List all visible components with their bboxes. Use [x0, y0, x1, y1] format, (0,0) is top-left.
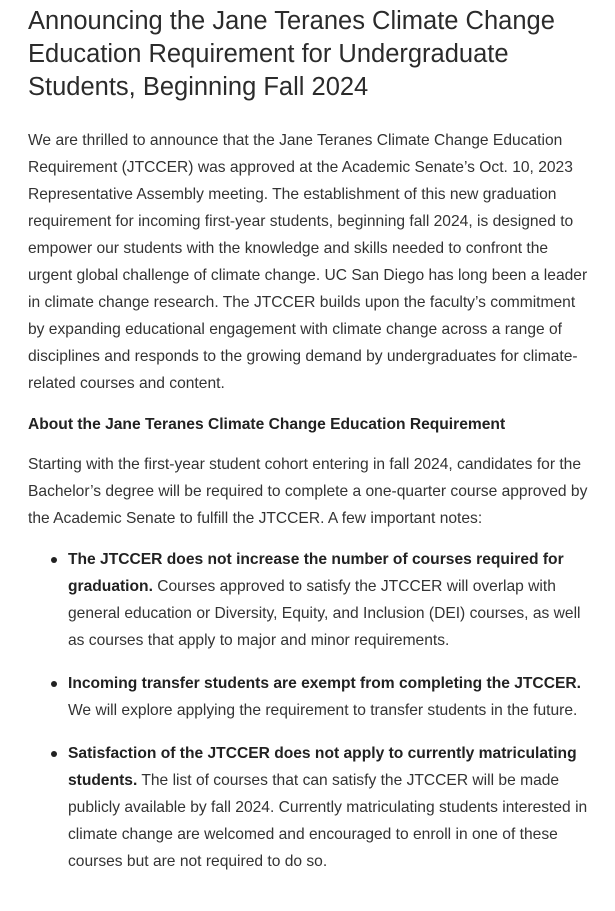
- note-text: We will explore applying the requirement to transfer students in the future.: [68, 702, 578, 719]
- notes-list: [28, 546, 595, 875]
- note-text: Courses approved to satisfy the JTCCER will overlap with general education or Diversity, Equity, and Inclusion (DEI) courses, as well as courses that apply to major and minor requirements.: [68, 578, 581, 649]
- note-bold-text: The JTCCER does not increase the number of courses required for graduation.: [68, 551, 564, 595]
- page-title: Announcing the Jane Teranes Climate Change Education Requirement for Undergraduate Students, Beginning Fall 2024: [28, 7, 555, 101]
- bullet-icon: [51, 751, 57, 757]
- section-intro-paragraph: Starting with the first-year student cohort entering in fall 2024, candidates for the Bachelor’s degree will be required to complete a one-quarter course approved by the Academic Senate to fulfill the JTCCER. A few important notes:: [28, 456, 588, 527]
- list-item: [68, 670, 595, 724]
- bullet-icon: [51, 681, 57, 687]
- list-item: [68, 740, 595, 875]
- list-item: [68, 546, 595, 654]
- note-text: The list of courses that can satisfy the JTCCER will be made publicly available by fall 2024. Currently matriculating students interested in climate change are welcomed and encouraged to enroll in one of these courses but are not required to do so.: [68, 772, 588, 870]
- note-bold-text: Incoming transfer students are exempt from completing the JTCCER.: [68, 675, 581, 692]
- section-heading: About the Jane Teranes Climate Change Education Requirement: [28, 416, 506, 433]
- bullet-icon: [51, 557, 57, 563]
- note-bold-text: Satisfaction of the JTCCER does not apply to currently matriculating students.: [68, 745, 577, 789]
- intro-paragraph: We are thrilled to announce that the Jane Teranes Climate Change Education Requirement (JTCCER) was approved at the Academic Senate’s Oct. 10, 2023 Representative Assembly meeting. The establishment of this new graduation requirement for incoming first-year students, beginning fall 2024, is designed to empower our students with the knowledge and skills needed to confront the urgent global challenge of climate change. UC San Diego has long been a leader in climate change research. The JTCCER builds upon the faculty’s commitment by expanding educational engagement with climate change across a range of disciplines and responds to the growing demand by undergraduates for climate-related courses and content.: [28, 132, 588, 392]
